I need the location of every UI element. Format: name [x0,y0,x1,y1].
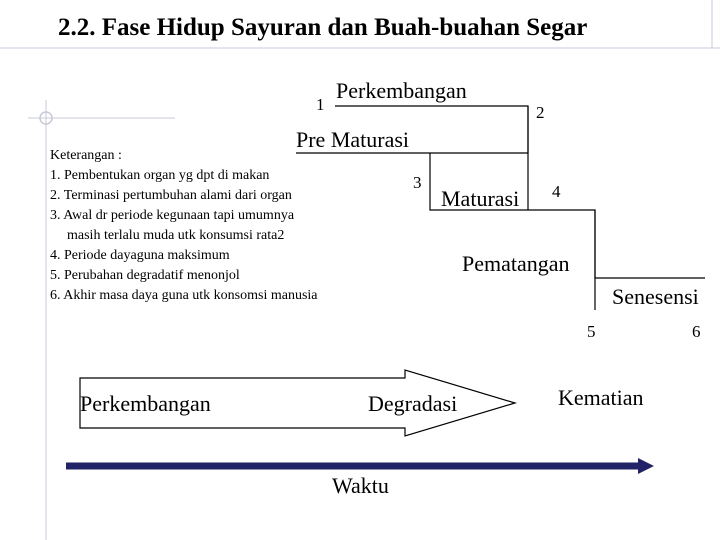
note-item: 2. Terminasi pertumbuhan alami dari organ [50,188,292,203]
note-item: 6. Akhir masa daya guna utk konsomsi manusia [50,288,318,303]
page-title: 2.2. Fase Hidup Sayuran dan Buah-buahan Segar [58,14,588,41]
stage-label-pematangan: Pematangan [462,251,570,276]
note-item: 5. Perubahan degradatif menonjol [50,268,240,283]
stage-number-5: 5 [587,322,596,341]
stage-label-pre-maturasi: Pre Maturasi [296,127,410,152]
time-axis-arrowhead [638,458,654,474]
notes-block [50,146,318,306]
flow-label-perkembangan: Perkembangan [80,391,211,416]
notes-heading: Keterangan : [50,148,122,163]
note-item: 1. Pembentukan organ yg dpt di makan [50,168,270,183]
stage-number-4: 4 [552,182,561,201]
stage-number-1: 1 [316,95,325,114]
stage-number-2: 2 [536,103,545,122]
flow-label-kematian: Kematian [558,385,644,410]
stage-number-6: 6 [692,322,701,341]
time-axis-label: Waktu [332,473,389,498]
flow-label-degradasi: Degradasi [368,391,458,416]
note-item: 4. Periode dayaguna maksimum [50,248,230,263]
stage-label-perkembangan: Perkembangan [336,78,467,103]
stage-number-3: 3 [413,173,422,192]
stage-label-senesensi: Senesensi [612,284,699,309]
note-item: 3. Awal dr periode kegunaan tapi umumnya [50,208,295,223]
note-item-continuation: masih terlalu muda utk konsumsi rata2 [67,228,285,243]
stage-label-maturasi: Maturasi [441,186,520,211]
